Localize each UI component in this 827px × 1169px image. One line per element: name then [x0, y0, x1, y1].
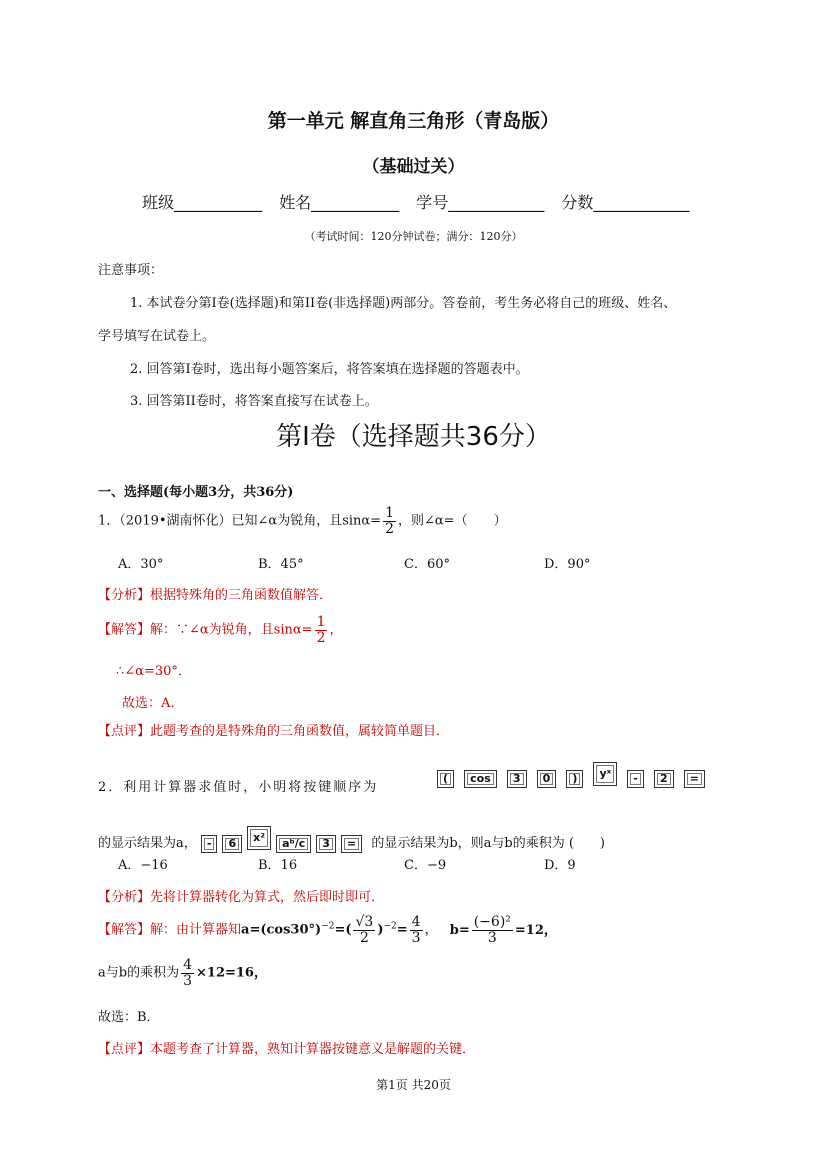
- calc-key-6: 6: [222, 835, 242, 853]
- q1-analysis: 【分析】根据特殊角的三角函数值解答．: [98, 588, 333, 603]
- fraction: $\frac{√3}{2}$: [355, 914, 374, 946]
- calc-key-cos: cos: [464, 770, 497, 788]
- q2-stem-line2: 的显示结果为a， - 6 x² aᵇ/c 3 = 的显示结果为b，则a与b的乘积为 ( ): [98, 826, 605, 853]
- calc-key-square: x²: [247, 826, 271, 850]
- calc-key-fraction: aᵇ/c: [276, 835, 311, 853]
- q2-comment: 【点评】本题考查了计算器，熟知计算器按键意义是解题的关键．: [98, 1042, 476, 1057]
- fraction: $\frac{\text{(−6)²}}{3}$: [473, 914, 511, 946]
- q2-product: a与b的乘积为 $\frac{4}{3}$ ×12=16，: [98, 957, 267, 989]
- question-2-stem: 2．利用计算器求值时，小明将按键顺序为: [98, 780, 379, 795]
- q1-option-c: C．60°: [404, 557, 450, 572]
- q2-choose: 故选：B．: [98, 1010, 160, 1025]
- q2-analysis: 【分析】先将计算器转化为算式，然后即时即可．: [98, 890, 385, 905]
- q1-comment: 【点评】此题考查的是特殊角的三角函数值，属较简单题目．: [98, 724, 450, 739]
- fraction: $\frac{4}{3}$: [411, 914, 421, 946]
- class-field: 班级___________: [142, 193, 263, 212]
- q2-option-d: D．9: [544, 858, 576, 873]
- q1-option-a: A．30°: [118, 557, 164, 572]
- score-field: 分数____________: [561, 193, 690, 212]
- section-heading: 一、选择题(每小题3分，共36分): [98, 485, 294, 500]
- calc-key-minus: -: [201, 835, 218, 853]
- calc-key-equals: =: [684, 770, 705, 788]
- page-title: 第一单元 解直角三角形（青岛版）: [267, 110, 560, 132]
- exam-info: （考试时间：120分钟试卷；满分：120分）: [304, 230, 523, 243]
- calc-key-0: 0: [537, 770, 557, 788]
- page-footer: 第1页 共20页: [376, 1078, 451, 1092]
- q1-option-d: D．90°: [544, 557, 591, 572]
- q1-choose: 故选：A．: [122, 696, 184, 711]
- q2-solution: 【解答】解：由计算器知$a=(\cos 30^\circ)^{-2}=$( $\frac{√3}{2}$ )$^{-2}$= $\frac{4}{3}$ ， b= $\frac{\text{(−6)²}}{3}$ =12，: [98, 914, 557, 946]
- calc-key-equals: =: [341, 835, 362, 853]
- calc-key-minus: -: [627, 770, 644, 788]
- question-1-stem: 1．（2019•湖南怀化）已知∠α为锐角，且sinα= $\frac{1}{2}$ ，则∠α=（ ）: [98, 505, 507, 537]
- calc-key-3: 3: [316, 835, 336, 853]
- calc-key-2: 2: [654, 770, 674, 788]
- fraction: $\frac{1}{2}$: [385, 505, 394, 537]
- note-item-2: 2. 回答第I卷时，选出每小题答案后，将答案填在选择题的答题表中。: [130, 362, 529, 377]
- fraction: $\frac{4}{3}$: [183, 957, 192, 989]
- fraction: $\frac{1}{2}$: [316, 614, 326, 646]
- q2-option-b: B．16: [258, 858, 298, 873]
- q1-option-b: B．45°: [258, 557, 304, 572]
- calc-key-lparen: (: [437, 770, 454, 788]
- q1-solution: 【解答】解：∵∠α为锐角，且sinα= $\frac{1}{2}$ ，: [98, 614, 343, 646]
- student-id-field: 学号____________: [416, 193, 545, 212]
- note-item-1: 1. 本试卷分第I卷(选择题)和第II卷(非选择题)两部分。答卷前，考生务必将自己的班级、姓名、: [130, 296, 677, 311]
- page-subtitle: （基础过关）: [362, 157, 465, 177]
- calc-key-3: 3: [507, 770, 527, 788]
- note-item-1-cont: 学号填写在试卷上。: [98, 329, 216, 344]
- name-field: 姓名___________: [279, 193, 400, 212]
- q2-option-c: C．−9: [404, 858, 447, 873]
- part-title: 第I卷（选择题共36分）: [276, 422, 551, 452]
- key-sequence-1: [437, 762, 710, 788]
- notes-heading: 注意事项：: [98, 263, 164, 278]
- student-info-fields: [142, 190, 701, 213]
- q2-option-a: A．−16: [118, 858, 168, 873]
- calc-key-power: yˣ: [593, 762, 617, 786]
- calc-key-rparen: ): [566, 770, 583, 788]
- q1-solution-line2: ∴∠α=30°．: [116, 664, 191, 679]
- note-item-3: 3. 回答第II卷时，将答案直接写在试卷上。: [130, 394, 378, 409]
